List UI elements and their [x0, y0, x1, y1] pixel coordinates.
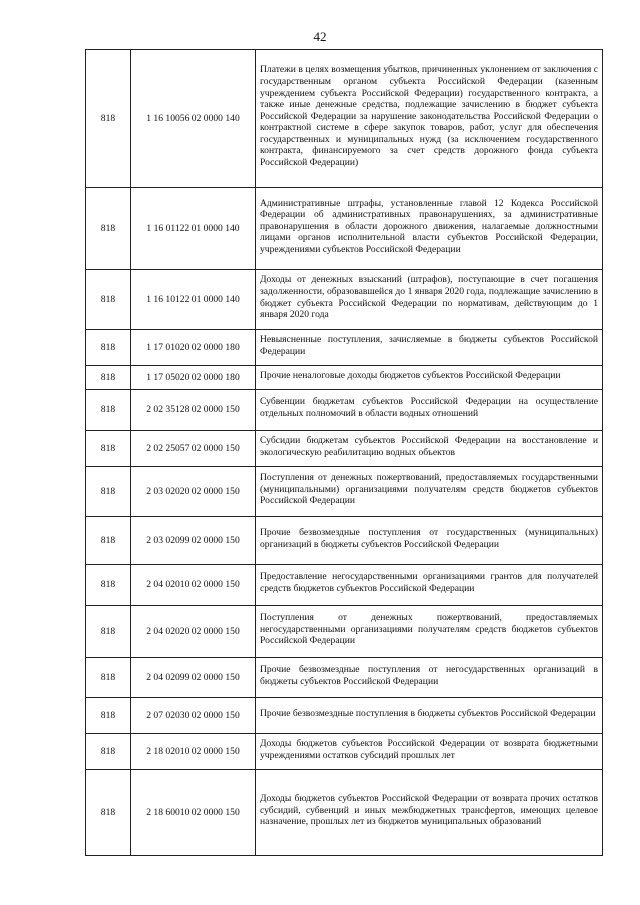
revenue-name-cell: Субвенции бюджетам субъектов Российской Федерации на осуществление отдельных полномочий в области водных отношений: [256, 390, 603, 431]
admin-code-cell: 818: [86, 270, 131, 330]
budget-code-cell: 1 16 01122 01 0000 140: [131, 188, 256, 270]
budget-code-cell: 1 17 01020 02 0000 180: [131, 330, 256, 366]
revenue-name-cell: Невыясненные поступления, зачисляемые в бюджеты субъектов Российской Федерации: [256, 330, 603, 366]
admin-code-cell: 818: [86, 50, 131, 188]
table-row: [86, 366, 603, 390]
table-row: [86, 606, 603, 658]
budget-code-cell: 2 04 02020 02 0000 150: [131, 606, 256, 658]
admin-code-cell: 818: [86, 188, 131, 270]
budget-code-cell: 2 02 35128 02 0000 150: [131, 390, 256, 431]
revenue-name-cell: Доходы бюджетов субъектов Российской Федерации от возврата бюджетными учреждениями остатков субсидий прошлых лет: [256, 734, 603, 770]
table-row: [86, 50, 603, 188]
admin-code-cell: 818: [86, 517, 131, 565]
revenue-codes-table: [85, 49, 603, 856]
admin-code-cell: 818: [86, 467, 131, 517]
admin-code-cell: 818: [86, 390, 131, 431]
budget-code-cell: 2 07 02030 02 0000 150: [131, 698, 256, 734]
budget-code-cell: 2 18 02010 02 0000 150: [131, 734, 256, 770]
table-row: [86, 517, 603, 565]
admin-code-cell: 818: [86, 431, 131, 467]
revenue-name-cell: Прочие неналоговые доходы бюджетов субъектов Российской Федерации: [256, 366, 603, 390]
admin-code-cell: 818: [86, 606, 131, 658]
revenue-name-cell: Поступления от денежных пожертвований, предоставляемых негосударственными организациями получателям средств бюджетов субъектов Российской Федерации: [256, 606, 603, 658]
table-row: [86, 734, 603, 770]
budget-code-cell: 2 04 02099 02 0000 150: [131, 658, 256, 698]
table-row: [86, 770, 603, 856]
revenue-name-cell: Платежи в целях возмещения убытков, причиненных уклонением от заключения с государственным органом субъекта Российской Федерации (казенным учреждением субъекта Российской Федерации) государственного контракта, а также иные денежные средства, подлежащие зачислению в бюджет субъекта Российской Федерации за нарушение законодательства Российской Федерации о контрактной системе в сфере закупок товаров, работ, услуг для обеспечения государственных и муниципальных нужд (за исключением государственного контракта, финансируемого за счет средств дорожного фонда субъекта Российской Федерации): [256, 50, 603, 188]
revenue-name-cell: Прочие безвозмездные поступления в бюджеты субъектов Российской Федерации: [256, 698, 603, 734]
admin-code-cell: 818: [86, 770, 131, 856]
budget-code-cell: 1 17 05020 02 0000 180: [131, 366, 256, 390]
revenue-name-cell: Доходы от денежных взысканий (штрафов), поступающие в счет погашения задолженности, образовавшейся до 1 января 2020 года, подлежащие зачислению в бюджет субъекта Российской Федерации по нормативам, действующим до 1 января 2020 года: [256, 270, 603, 330]
table-row: [86, 188, 603, 270]
admin-code-cell: 818: [86, 366, 131, 390]
revenue-name-cell: Поступления от денежных пожертвований, предоставляемых государственными (муниципальными) организациями получателям средств бюджетов субъектов Российской Федерации: [256, 467, 603, 517]
table-row: [86, 431, 603, 467]
admin-code-cell: 818: [86, 565, 131, 606]
budget-code-cell: 2 03 02099 02 0000 150: [131, 517, 256, 565]
admin-code-cell: 818: [86, 698, 131, 734]
revenue-name-cell: Предоставление негосударственными организациями грантов для получателей средств бюджетов субъектов Российской Федерации: [256, 565, 603, 606]
revenue-name-cell: Административные штрафы, установленные главой 12 Кодекса Российской Федерации об административных правонарушениях, за административные правонарушения в области дорожного движения, налагаемые должностными лицами органов исполнительной власти субъектов Российской Федерации, учреждениями субъектов Российской Федерации: [256, 188, 603, 270]
table-row: [86, 698, 603, 734]
table-row: [86, 390, 603, 431]
revenue-name-cell: Доходы бюджетов субъектов Российской Федерации от возврата прочих остатков субсидий, субвенций и иных межбюджетных трансфертов, имеющих целевое назначение, прошлых лет из бюджетов муниципальных образований: [256, 770, 603, 856]
table-row: [86, 330, 603, 366]
budget-code-cell: 2 18 60010 02 0000 150: [131, 770, 256, 856]
budget-code-cell: 2 03 02020 02 0000 150: [131, 467, 256, 517]
admin-code-cell: 818: [86, 658, 131, 698]
admin-code-cell: 818: [86, 734, 131, 770]
table-row: [86, 565, 603, 606]
admin-code-cell: 818: [86, 330, 131, 366]
table-row: [86, 467, 603, 517]
revenue-name-cell: Прочие безвозмездные поступления от государственных (муниципальных) организаций в бюджеты субъектов Российской Федерации: [256, 517, 603, 565]
budget-code-cell: 2 04 02010 02 0000 150: [131, 565, 256, 606]
budget-code-cell: 2 02 25057 02 0000 150: [131, 431, 256, 467]
revenue-name-cell: Субсидии бюджетам субъектов Российской Федерации на восстановление и экологическую реабилитацию водных объектов: [256, 431, 603, 467]
table-row: [86, 270, 603, 330]
table-body: [86, 50, 603, 856]
table-row: [86, 658, 603, 698]
page-number: 42: [313, 29, 327, 44]
budget-code-cell: 1 16 10122 01 0000 140: [131, 270, 256, 330]
budget-code-cell: 1 16 10056 02 0000 140: [131, 50, 256, 188]
revenue-name-cell: Прочие безвозмездные поступления от негосударственных организаций в бюджеты субъектов Российской Федерации: [256, 658, 603, 698]
